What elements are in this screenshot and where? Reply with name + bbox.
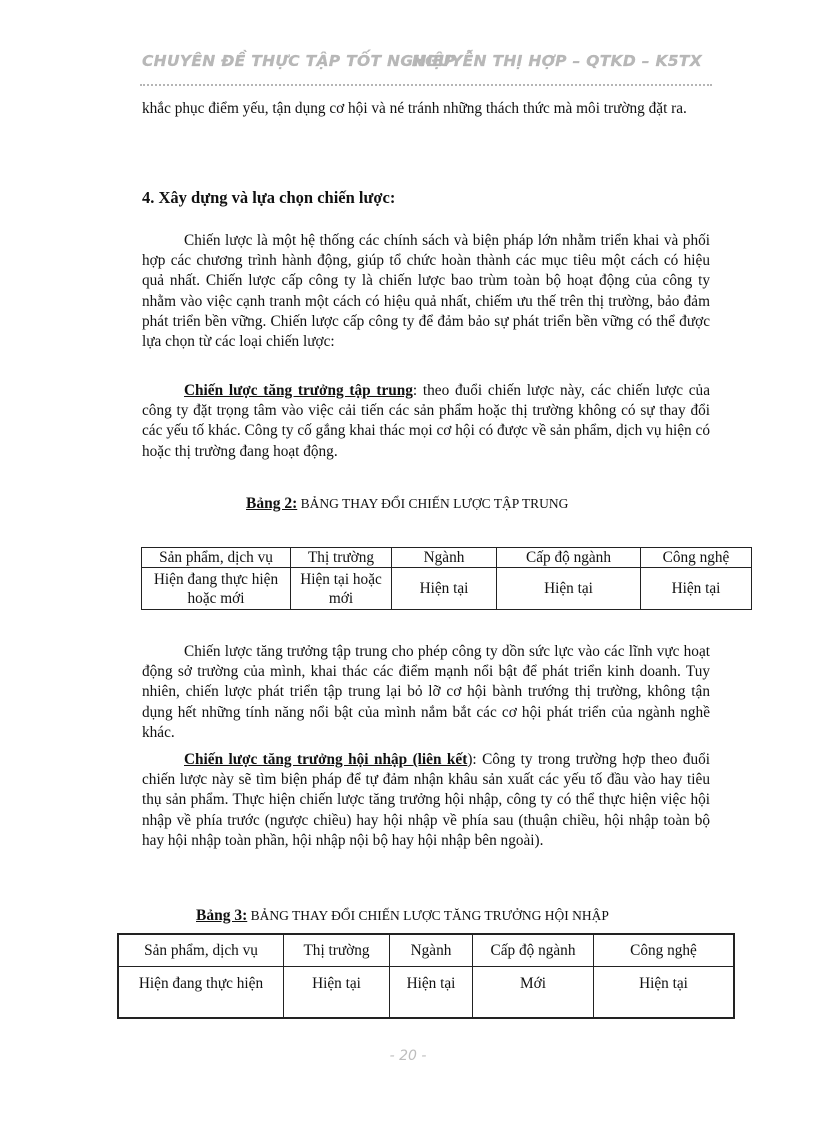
table-header-cell: Thị trường — [284, 934, 390, 966]
table-row — [142, 568, 752, 610]
table-cell: Hiện tại — [497, 568, 641, 610]
table-cell: Hiện tại — [641, 568, 752, 610]
table-cell: Hiện đang thực hiện hoặc mới — [142, 568, 291, 610]
table-3-caption — [196, 907, 609, 925]
intro-paragraph: khắc phục điểm yếu, tận dụng cơ hội và né tránh những thách thức mà môi trường đặt ra. — [142, 100, 687, 117]
paragraph-strategy-definition: Chiến lược là một hệ thống các chính sách và biện pháp lớn nhằm triển khai và phối hợp các chương trình hành động, giúp tổ chức hoàn thành các mục tiêu một cách có hiệu quả nhất. Chiến lược cấp công ty là chiến lược bao trùm toàn bộ hoạt động của công ty nhằm vào việc cạnh tranh một cách có hiệu quả nhất, chiếm ưu thế trên thị trường, bảo đảm phát triển bền vững. Chiến lược cấp công ty để đảm bảo sự phát triển bền vững có thể được lựa chọn từ các loại chiến lược: — [142, 232, 710, 351]
table-header-cell: Thị trường — [291, 548, 392, 568]
paragraph-concentrated-growth — [142, 381, 710, 462]
table-2 — [141, 547, 752, 610]
table-cell: Hiện tại — [284, 966, 390, 1018]
paragraph-concentrated-growth-evaluation: Chiến lược tăng trưởng tập trung cho phép công ty dồn sức lực vào các lĩnh vực hoạt động sở trường của mình, khai thác các điểm mạnh nổi bật để phát triển kinh doanh. Tuy nhiên, chiến lược phát triển tập trung lại bỏ lỡ cơ hội bành trướng thị trường, không tận dụng hết những tính năng nổi bật của mình nắm bắt các cơ hội phát triển của ngành nghề khác. — [142, 643, 710, 741]
table-header-cell: Sản phẩm, dịch vụ — [118, 934, 284, 966]
table-header-cell: Ngành — [392, 548, 497, 568]
page-number: - 20 - — [389, 1048, 427, 1064]
header-divider — [140, 84, 712, 86]
header-document-title: CHUYÊN ĐỀ THỰC TẬP TỐT NGHIỆP — [142, 52, 456, 70]
table-3 — [117, 933, 735, 1019]
term-concentrated-growth: Chiến lược tăng trưởng tập trung — [184, 382, 413, 399]
table-2-caption-lead: Bảng 2: — [246, 495, 298, 512]
table-header-cell: Công nghệ — [594, 934, 735, 966]
term-integration-growth: Chiến lược tăng trưởng hội nhập (liên kết — [184, 751, 468, 768]
table-row — [118, 966, 734, 1018]
table-2-caption — [246, 495, 568, 513]
paragraph-integration-growth — [142, 750, 710, 851]
table-cell: Mới — [473, 966, 594, 1018]
table-header-row — [118, 934, 734, 966]
table-3-caption-text: BẢNG THAY ĐỔI CHIẾN LƯỢC TĂNG TRƯỞNG HỘI NHẬP — [247, 908, 609, 923]
table-header-row — [142, 548, 752, 568]
table-cell: Hiện tại hoặc mới — [291, 568, 392, 610]
table-cell: Hiện tại — [392, 568, 497, 610]
table-3-caption-lead: Bảng 3: — [196, 907, 248, 924]
page-header — [140, 52, 710, 76]
table-cell: Hiện đang thực hiện — [118, 966, 284, 1018]
paragraph-integration-growth-text: ): Công ty trong trường hợp theo đuổi chiến lược này sẽ tìm biện pháp để tự đảm nhận khâu sản xuất các yếu tố đầu vào hay tiêu thụ sản phẩm. Thực hiện chiến lược tăng trưởng hội nhập, công ty có thể thực hiện việc hội nhập về phía trước (ngược chiều) hay hội nhập về phía sau (thuận chiều, hội nhập toàn bộ hay hội nhập toàn phần, hội nhập nội bộ hay hội nhập bên ngoài). — [142, 751, 710, 849]
section-heading: 4. Xây dựng và lựa chọn chiến lược: — [142, 188, 396, 207]
table-cell: Hiện tại — [390, 966, 473, 1018]
table-cell: Hiện tại — [594, 966, 735, 1018]
table-header-cell: Ngành — [390, 934, 473, 966]
table-header-cell: Công nghệ — [641, 548, 752, 568]
header-author-info: NGUYỄN THỊ HỢP – QTKD – K5TX — [411, 52, 702, 70]
table-header-cell: Sản phẩm, dịch vụ — [142, 548, 291, 568]
paragraph-concentrated-growth-text: : theo đuổi chiến lược này, các chiến lược của công ty đặt trọng tâm vào việc cải tiến các sản phẩm hoặc thị trường không có sự thay đổi các yếu tố khác. Công ty cố gắng khai thác mọi cơ hội có được về sản phẩm, dịch vụ hiện có hoặc thị trường đang hoạt động. — [142, 382, 710, 460]
table-header-cell: Cấp độ ngành — [497, 548, 641, 568]
table-header-cell: Cấp độ ngành — [473, 934, 594, 966]
table-2-caption-text: BẢNG THAY ĐỔI CHIẾN LƯỢC TẬP TRUNG — [297, 496, 569, 511]
